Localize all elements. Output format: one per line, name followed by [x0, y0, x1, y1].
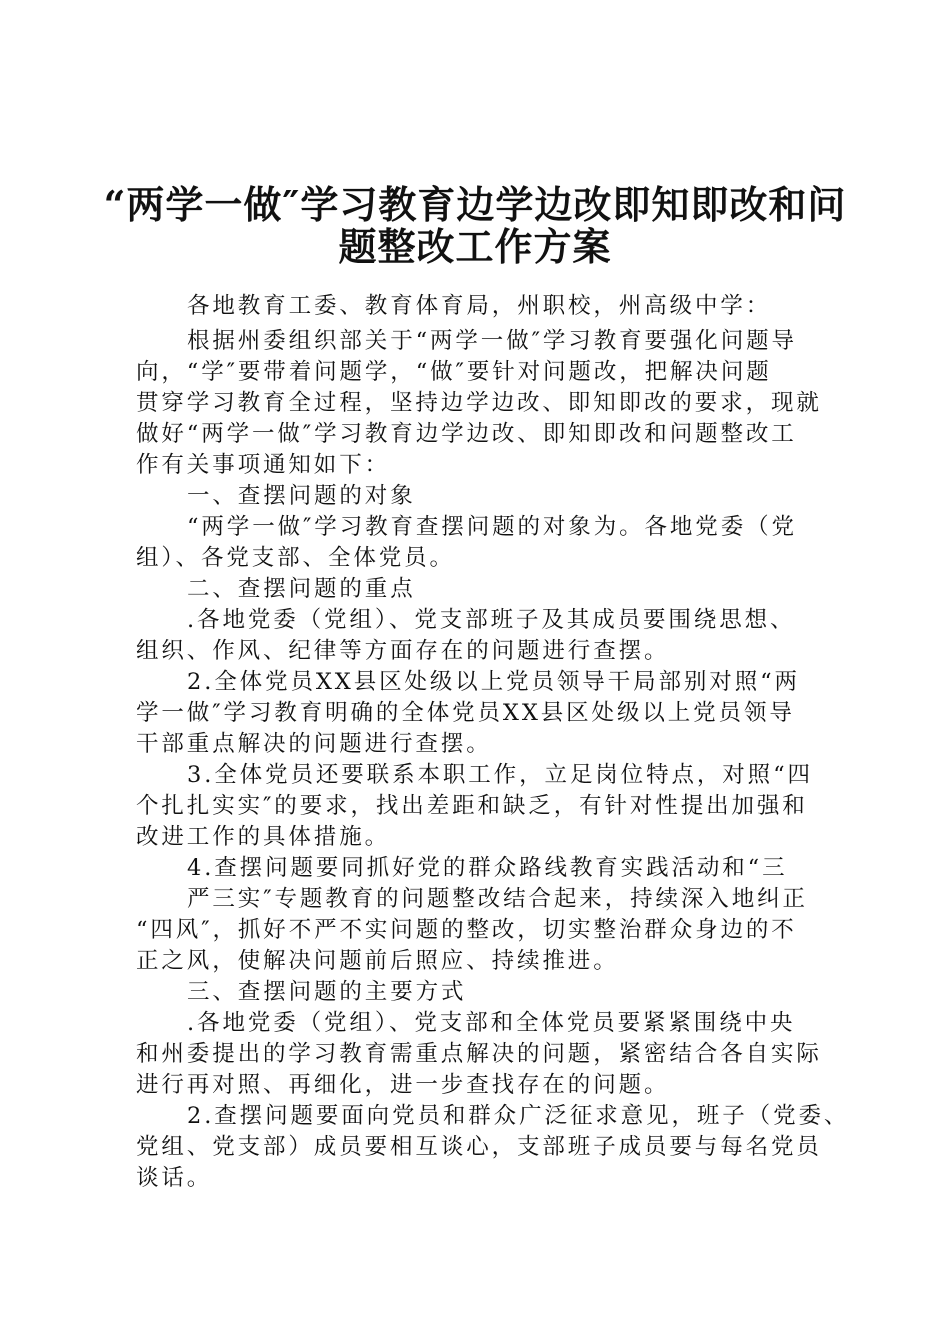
- body-line: 组织、作风、纪律等方面存在的问题进行查摆。: [136, 638, 670, 664]
- body-line: .各地党委（党组）、党支部和全体党员要紧紧围绕中央: [187, 1010, 796, 1036]
- body-line: 党组、党支部）成员要相互谈心，支部班子成员要与每名党员: [136, 1134, 822, 1160]
- salutation-line: 各地教育工委、教育体育局，州职校，州高级中学：: [187, 293, 772, 319]
- section-heading-1: 一、查摆问题的对象: [187, 483, 416, 509]
- section-heading-3: 三、查摆问题的主要方式: [187, 979, 467, 1005]
- body-line: 个扎扎实实″的要求，找出差距和缺乏，有针对性提出加强和: [136, 793, 808, 819]
- body-line: 组）、各党支部、全体党员。: [136, 545, 455, 571]
- body-line: 3.全体党员还要联系本职工作，立足岗位特点，对照“四: [187, 762, 813, 788]
- body-line: 作有关事项通知如下：: [136, 452, 391, 478]
- body-line: 干部重点解决的问题进行查摆。: [136, 731, 492, 757]
- body-line: 根据州委组织部关于“两学一做″学习教育要强化问题导: [187, 328, 797, 354]
- body-line: 谈话。: [136, 1165, 213, 1191]
- body-line: 向，“学″要带着问题学，“做″要针对问题改，把解决问题: [136, 359, 772, 385]
- body-line: 改进工作的具体措施。: [136, 824, 391, 850]
- body-line: 学一做″学习教育明确的全体党员XX县区处级以上党员领导: [136, 700, 795, 726]
- section-heading-2: 二、查摆问题的重点: [187, 576, 416, 602]
- body-line: 4.查摆问题要同抓好党的群众路线教育实践活动和“三: [187, 855, 788, 881]
- body-line: 进行再对照、再细化，进一步查找存在的问题。: [136, 1072, 670, 1098]
- body-line: .各地党委（党组）、党支部班子及其成员要围绕思想、: [187, 607, 796, 633]
- body-line: 正之风，使解决问题前后照应、持续推进。: [136, 948, 619, 974]
- body-line: 做好“两学一做″学习教育边学边改、即知即改和问题整改工: [136, 421, 797, 447]
- body-line: 和州委提出的学习教育需重点解决的问题，紧密结合各自实际: [136, 1041, 822, 1067]
- body-line: 2.查摆问题要面向党员和群众广泛征求意见，班子（党委、: [187, 1103, 850, 1129]
- body-line: “两学一做″学习教育查摆问题的对象为。各地党委（党: [187, 514, 797, 540]
- body-line: 2.全体党员XX县区处级以上党员领导干局部别对照“两: [187, 669, 800, 695]
- document-title-line-2: 题整改工作方案: [338, 224, 612, 269]
- document-title-line-1: “两学一做″学习教育边学边改即知即改和问: [103, 182, 847, 227]
- body-line: 贯穿学习教育全过程，坚持边学边改、即知即改的要求，现就: [136, 390, 822, 416]
- body-line: “四风″，抓好不严不实问题的整改，切实整治群众身边的不: [136, 917, 797, 943]
- body-line: 严三实″专题教育的问题整改结合起来，持续深入地纠正: [187, 886, 808, 912]
